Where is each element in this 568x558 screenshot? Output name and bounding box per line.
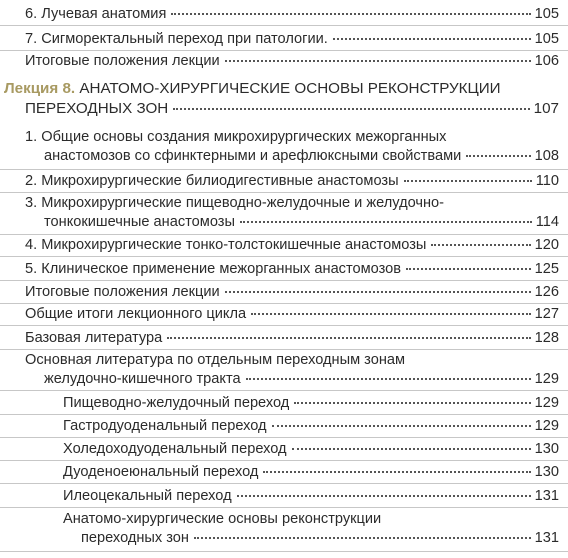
dot-leader [404, 180, 532, 182]
lecture-heading-line2 [0, 100, 568, 118]
toc-entry-line1 [0, 194, 568, 212]
toc-subentry [0, 394, 568, 412]
toc-entry [0, 260, 568, 278]
toc-entry [0, 172, 568, 190]
toc-entry-page: 105 [534, 31, 559, 47]
divider [0, 256, 568, 257]
divider [0, 349, 568, 350]
dot-leader [240, 221, 532, 223]
dot-leader [292, 448, 531, 450]
divider [0, 25, 568, 26]
toc-entry [0, 213, 568, 231]
divider [0, 280, 568, 281]
toc-entry [0, 5, 568, 23]
divider [0, 390, 568, 391]
dot-leader [194, 537, 531, 539]
dot-leader [173, 108, 529, 110]
toc-subentry-title: Пищеводно-желудочный переход [63, 395, 290, 411]
toc-subentry-page: 131 [534, 530, 559, 546]
toc-subentry [0, 417, 568, 435]
toc-entry [0, 236, 568, 254]
toc-entry-title: Итоговые положения лекции [25, 53, 220, 69]
toc-entry-page: 129 [534, 371, 559, 387]
dot-leader [237, 495, 531, 497]
divider [0, 50, 568, 51]
divider [0, 483, 568, 484]
dot-leader [246, 378, 531, 380]
toc-subentry [0, 463, 568, 481]
toc-subentry [0, 529, 568, 547]
toc-subentry [0, 440, 568, 458]
toc-entry-page: 126 [534, 284, 559, 300]
toc-entry-title: Базовая литература [25, 330, 163, 346]
toc-entry-title: 2. Микрохирургические билиодигестивные анастомозы [25, 173, 399, 189]
divider [0, 507, 568, 508]
toc-entry-title-cont: анастомозов со сфинктерными и арефлюксными свойствами [44, 148, 462, 164]
toc-entry-title: 7. Сигморектальный переход при патологии. [25, 31, 328, 47]
divider [0, 551, 568, 552]
divider [0, 169, 568, 170]
dot-leader [333, 38, 531, 40]
toc-entry-title: Общие итоги лекционного цикла [25, 306, 247, 322]
toc-entry-title-cont: тонкокишечные анастомозы [44, 214, 235, 230]
dot-leader [167, 337, 530, 339]
toc-entry-title: 4. Микрохирургические тонко-толстокишечные анастомозы [25, 237, 427, 253]
toc-entry-page: 128 [534, 330, 559, 346]
toc-entry-title: Итоговые положения лекции [25, 284, 220, 300]
toc-entry-page: 114 [535, 214, 559, 230]
divider [0, 437, 568, 438]
toc-entry-page: 105 [534, 6, 559, 22]
dot-leader [431, 244, 530, 246]
toc-entry [0, 305, 568, 323]
toc-subentry-page: 129 [534, 418, 559, 434]
dot-leader [466, 155, 530, 157]
toc-entry [0, 329, 568, 347]
toc-entry-page: 127 [534, 306, 559, 322]
divider [0, 234, 568, 235]
toc-entry-line1 [0, 351, 568, 369]
toc-subentry-title: Холедоходуоденальный переход [63, 441, 287, 457]
dot-leader [263, 471, 530, 473]
dot-leader [294, 402, 530, 404]
toc-entry [0, 52, 568, 70]
toc-entry [0, 283, 568, 301]
toc-subentry-page: 130 [534, 464, 559, 480]
toc-entry-title: Основная литература по отдельным переходным зонам [25, 352, 406, 368]
toc-subentry-title: Анатомо-хирургические основы реконструкции [63, 511, 382, 527]
lecture-title-line2: ПЕРЕХОДНЫХ ЗОН [25, 100, 169, 117]
dot-leader [225, 291, 531, 293]
toc-entry-title-cont: желудочно-кишечного тракта [44, 371, 241, 387]
toc-entry-title: 6. Лучевая анатомия [25, 6, 167, 22]
divider [0, 303, 568, 304]
toc-subentry-line1 [0, 510, 568, 528]
toc-subentry-title: Дуоденоеюнальный переход [63, 464, 259, 480]
toc-entry-page: 125 [534, 261, 559, 277]
toc-entry-page: 120 [534, 237, 559, 253]
divider [0, 325, 568, 326]
toc-entry-title: 3. Микрохирургические пищеводно-желудочные и желудочно- [25, 195, 445, 211]
divider [0, 414, 568, 415]
toc-entry [0, 30, 568, 48]
toc-entry-page: 110 [535, 173, 559, 189]
dot-leader [251, 313, 531, 315]
toc-entry-title: 5. Клиническое применение межорганных анастомозов [25, 261, 402, 277]
toc-entry-page: 106 [534, 53, 559, 69]
lecture-page: 107 [533, 100, 559, 117]
toc-entry-title: 1. Общие основы создания микрохирургических межорганных [25, 129, 447, 145]
toc-subentry [0, 487, 568, 505]
toc-entry-line1 [0, 128, 568, 146]
toc-subentry-page: 131 [534, 488, 559, 504]
toc-subentry-page: 129 [534, 395, 559, 411]
lecture-heading [4, 80, 564, 98]
toc-subentry-title-cont: переходных зон [81, 530, 189, 546]
toc-subentry-title: Илеоцекальный переход [63, 488, 232, 504]
lecture-title-line1: АНАТОМО-ХИРУРГИЧЕСКИЕ ОСНОВЫ РЕКОНСТРУКЦИИ [75, 80, 501, 97]
toc-entry [0, 147, 568, 165]
toc-entry [0, 370, 568, 388]
divider [0, 192, 568, 193]
toc-subentry-title: Гастродуоденальный переход [63, 418, 267, 434]
dot-leader [272, 425, 531, 427]
dot-leader [171, 13, 530, 15]
dot-leader [225, 60, 531, 62]
lecture-label: Лекция 8. [4, 80, 76, 97]
divider [0, 460, 568, 461]
dot-leader [406, 268, 531, 270]
toc-entry-page: 108 [534, 148, 559, 164]
toc-subentry-page: 130 [534, 441, 559, 457]
